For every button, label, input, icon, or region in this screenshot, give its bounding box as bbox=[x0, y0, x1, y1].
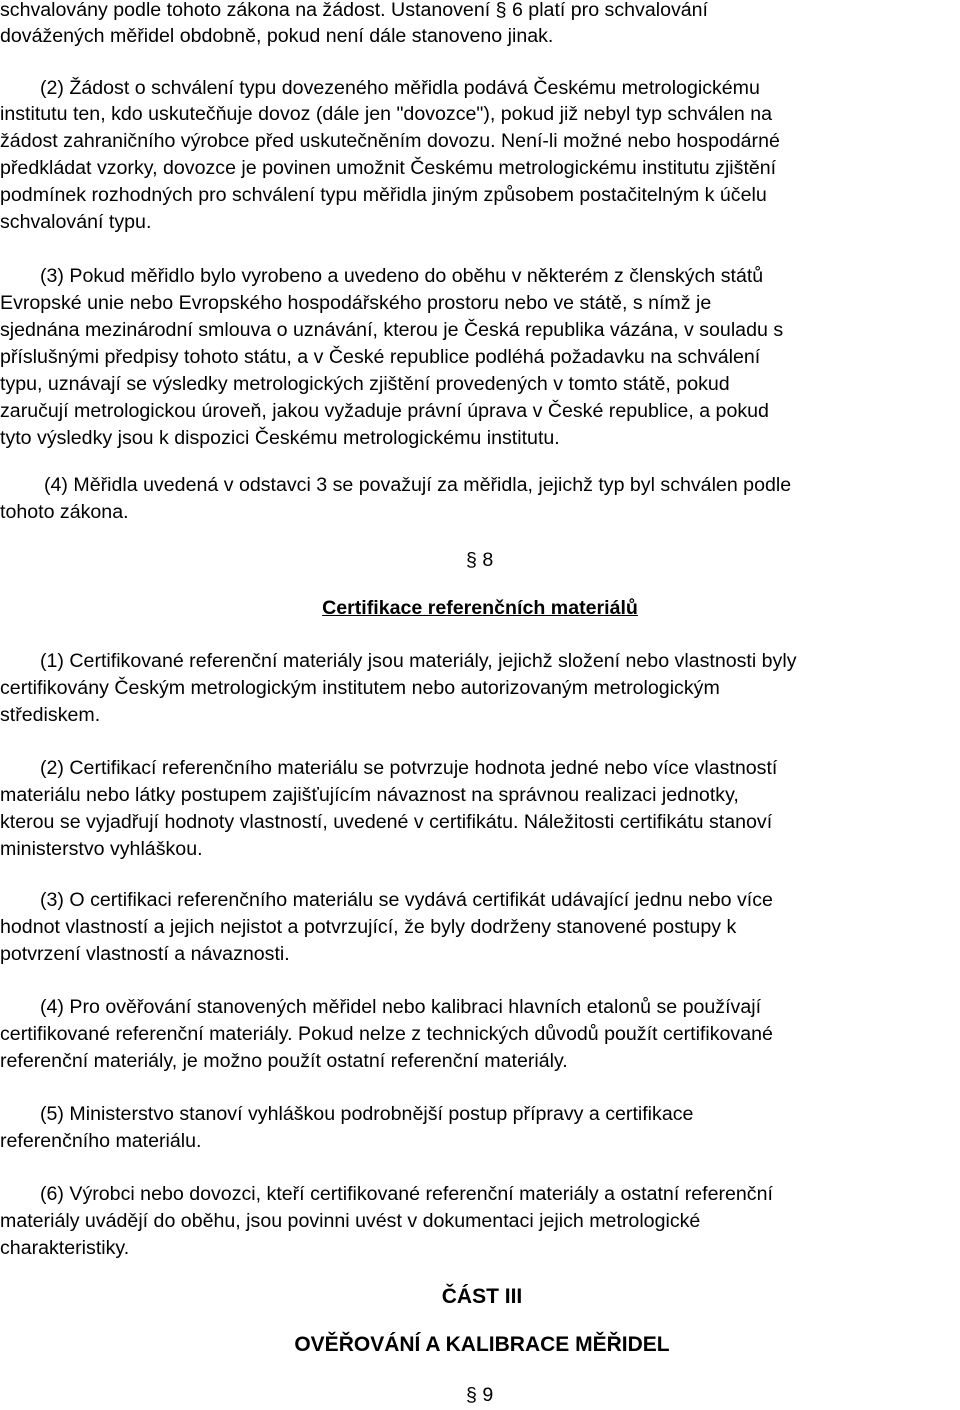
s8-p2-line-3: kterou se vyjadřují hodnoty vlastností, uvedené v certifikátu. Náležitosti certifikátu stanoví bbox=[0, 811, 773, 833]
p2-line-3: žádost zahraničního výrobce před uskutečněním dovozu. Není-li možné nebo hospodárné bbox=[0, 130, 780, 152]
p2-line-1: (2) Žádost o schválení typu dovezeného měřidla podává Českému metrologickému bbox=[40, 77, 760, 99]
section-8-mark: § 8 bbox=[466, 549, 494, 571]
intro-line-2: dovážených měřidel obdobně, pokud není dále stanoveno jinak. bbox=[0, 25, 554, 47]
p3-line-6: zaručují metrologickou úroveň, jakou vyžaduje právní úprava v České republice, a pokud bbox=[0, 400, 769, 422]
section-9-mark: § 9 bbox=[466, 1384, 494, 1406]
p3-line-3: sjednána mezinárodní smlouva o uznávání, kterou je Česká republika vázána, v souladu s bbox=[0, 319, 784, 341]
intro-line-1: schvalovány podle tohoto zákona na žádost. Ustanovení § 6 platí pro schvalování bbox=[0, 0, 709, 21]
s8-p4-line-3: referenční materiály, je možno použít ostatní referenční materiály. bbox=[0, 1050, 568, 1072]
s8-p1-line-2: certifikovány Českým metrologickým institutem nebo autorizovaným metrologickým bbox=[0, 677, 720, 699]
p3-line-5: typu, uznávají se výsledky metrologických zjištění provedených v tomto státě, pokud bbox=[0, 373, 730, 395]
p3-line-2: Evropské unie nebo Evropského hospodářského prostoru nebo ve státě, s nímž je bbox=[0, 292, 712, 314]
s8-p1-line-3: střediskem. bbox=[0, 704, 101, 726]
s8-p4-line-1: (4) Pro ověřování stanovených měřidel nebo kalibraci hlavních etalonů se používají bbox=[40, 996, 762, 1018]
s8-p2-line-1: (2) Certifikací referenčního materiálu se potvrzuje hodnota jedné nebo více vlastností bbox=[40, 757, 778, 779]
p2-line-4: předkládat vzorky, dovozce je povinen umožnit Českému metrologickému institutu zjištění bbox=[0, 157, 777, 179]
s8-p3-line-3: potvrzení vlastností a návaznosti. bbox=[0, 943, 290, 965]
s8-p5-line-1: (5) Ministerstvo stanoví vyhláškou podrobnější postup přípravy a certifikace bbox=[40, 1103, 694, 1125]
s8-p3-line-1: (3) O certifikaci referenčního materiálu se vydává certifikát udávající jednu nebo více bbox=[40, 889, 773, 911]
p3-line-7: tyto výsledky jsou k dispozici Českému metrologickému institutu. bbox=[0, 427, 560, 449]
p2-line-5: podmínek rozhodných pro schválení typu měřidla jiným způsobem postačitelným k účelu bbox=[0, 184, 767, 206]
p4-line-2: tohoto zákona. bbox=[0, 501, 129, 523]
p3-line-4: příslušnými předpisy tohoto státu, a v České republice podléhá požadavku na schválení bbox=[0, 346, 761, 368]
p3-line-1: (3) Pokud měřidlo bylo vyrobeno a uvedeno do oběhu v některém z členských států bbox=[40, 265, 764, 287]
p4-line-1: (4) Měřidla uvedená v odstavci 3 se považují za měřidla, jejichž typ byl schválen podle bbox=[44, 474, 792, 496]
p2-line-2: institutu ten, kdo uskutečňuje dovoz (dále jen "dovozce"), pokud již nebyl typ schválen na bbox=[0, 103, 772, 125]
s8-p6-line-2: materiály uvádějí do oběhu, jsou povinni uvést v dokumentaci jejich metrologické bbox=[0, 1210, 701, 1232]
s8-p4-line-2: certifikované referenční materiály. Pokud nelze z technických důvodů použít certifikované bbox=[0, 1023, 773, 1045]
s8-p1-line-1: (1) Certifikované referenční materiály jsou materiály, jejichž složení nebo vlastnosti byly bbox=[40, 650, 797, 672]
s8-p3-line-2: hodnot vlastností a jejich nejistot a potvrzující, že byly dodrženy stanovené postupy k bbox=[0, 916, 737, 938]
s8-p5-line-2: referenčního materiálu. bbox=[0, 1130, 202, 1152]
part-subtitle: OVĚŘOVÁNÍ A KALIBRACE MĚŘIDEL bbox=[294, 1333, 670, 1356]
s8-p2-line-4: ministerstvo vyhláškou. bbox=[0, 838, 203, 860]
section-8-title: Certifikace referenčních materiálů bbox=[322, 597, 638, 619]
s8-p6-line-1: (6) Výrobci nebo dovozci, kteří certifikované referenční materiály a ostatní referenční bbox=[40, 1183, 773, 1205]
part-title: ČÁST III bbox=[441, 1285, 523, 1308]
p2-line-6: schvalování typu. bbox=[0, 211, 152, 233]
s8-p6-line-3: charakteristiky. bbox=[0, 1237, 130, 1259]
s8-p2-line-2: materiálu nebo látky postupem zajišťujícím návaznost na správnou realizaci jednotky, bbox=[0, 784, 739, 806]
